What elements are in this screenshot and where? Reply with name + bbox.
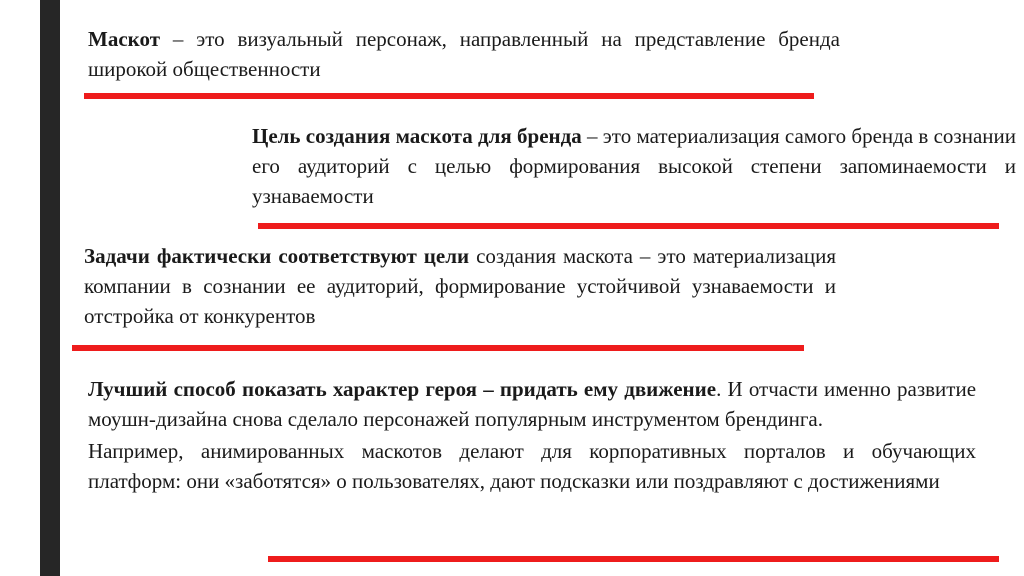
definition-paragraph — [88, 374, 976, 434]
definition-text: – это материализация самого бренда в сознании его аудиторий с целью формирования высокой степени запоминаемости и узнаваемости — [252, 124, 1016, 208]
definition-paragraph — [88, 24, 840, 84]
definition-text: создания маскота – это материализация компании в сознании ее аудиторий, формирование устойчивой узнаваемости и отстройка от конкурентов — [84, 244, 836, 328]
term-mascot: Маскот — [88, 27, 161, 51]
definition-block-mascot — [88, 24, 840, 84]
definition-block-motion — [88, 374, 976, 496]
example-paragraph: Например, анимированных маскотов делают для корпоративных порталов и обучающих платформ: они «заботятся» о пользователях, дают подсказки или поздравляют с достижениями — [88, 439, 976, 493]
definition-paragraph — [252, 121, 1016, 211]
red-underline-1 — [84, 93, 814, 99]
red-underline-3 — [72, 345, 804, 351]
red-underline-4 — [268, 556, 999, 562]
red-underline-2 — [258, 223, 999, 229]
definition-block-goal — [252, 121, 1016, 211]
term-goal: Цель создания маскота для бренда — [252, 124, 582, 148]
definition-text: – это визуальный персонаж, направленный на представление бренда широкой общественности — [88, 27, 840, 81]
term-motion: Лучший способ показать характер героя – придать ему движение — [88, 377, 717, 401]
term-tasks: Задачи фактически соответствуют цели — [84, 244, 470, 268]
definition-block-tasks — [84, 241, 836, 331]
left-decorative-bar — [40, 0, 60, 576]
definition-text: . И отчасти именно развитие моушн-дизайна снова сделало персонажей популярным инструментом брендинга. — [88, 377, 977, 431]
definition-paragraph — [84, 241, 836, 331]
